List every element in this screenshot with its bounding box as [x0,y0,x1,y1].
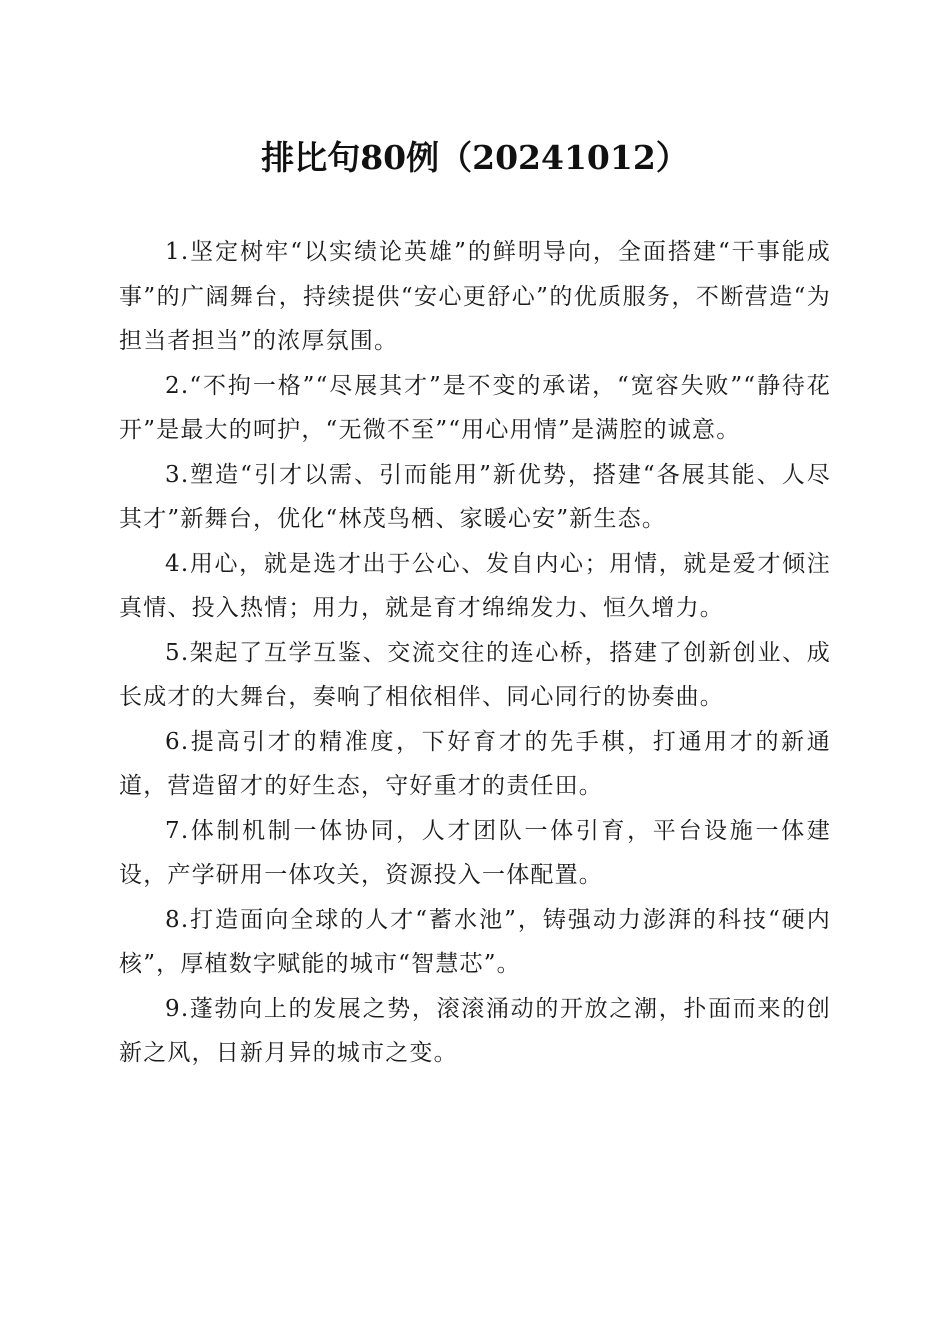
paragraph-2: 2.“不拘一格”“尽展其才”是不变的承诺，“宽容失败”“静待花开”是最大的呵护，“无微不至”“用心用情”是满腔的诚意。 [119,372,831,443]
paragraph-4: 4.用心，就是选才出于公心、发自内心；用情，就是爱才倾注真情、投入热情；用力，就是育才绵绵发力、恒久增力。 [119,550,831,621]
paragraph-8: 8.打造面向全球的人才“蓄水池”，铸强动力澎湃的科技“硬内核”，厚植数字赋能的城市“智慧芯”。 [119,906,831,977]
paragraph-6: 6.提高引才的精准度，下好育才的先手棋，打通用才的新通道，营造留才的好生态，守好重才的责任田。 [119,728,831,799]
document-title: 排比句80例（20241012） [261,138,689,177]
paragraph-3: 3.塑造“引才以需、引而能用”新优势，搭建“各展其能、人尽其才”新舞台，优化“林茂鸟栖、家暖心安”新生态。 [119,461,831,532]
paragraph-7: 7.体制机制一体协同，人才团队一体引育，平台设施一体建设，产学研用一体攻关，资源投入一体配置。 [119,817,831,888]
paragraph-1: 1.坚定树牢“以实绩论英雄”的鲜明导向，全面搭建“干事能成事”的广阔舞台，持续提供“安心更舒心”的优质服务，不断营造“为担当者担当”的浓厚氛围。 [119,239,831,354]
paragraph-5: 5.架起了互学互鉴、交流交往的连心桥，搭建了创新创业、成长成才的大舞台，奏响了相依相伴、同心同行的协奏曲。 [119,639,831,710]
paragraph-9: 9.蓬勃向上的发展之势，滚滚涌动的开放之潮，扑面而来的创新之风，日新月异的城市之变。 [119,995,831,1066]
document-body [119,230,831,1076]
